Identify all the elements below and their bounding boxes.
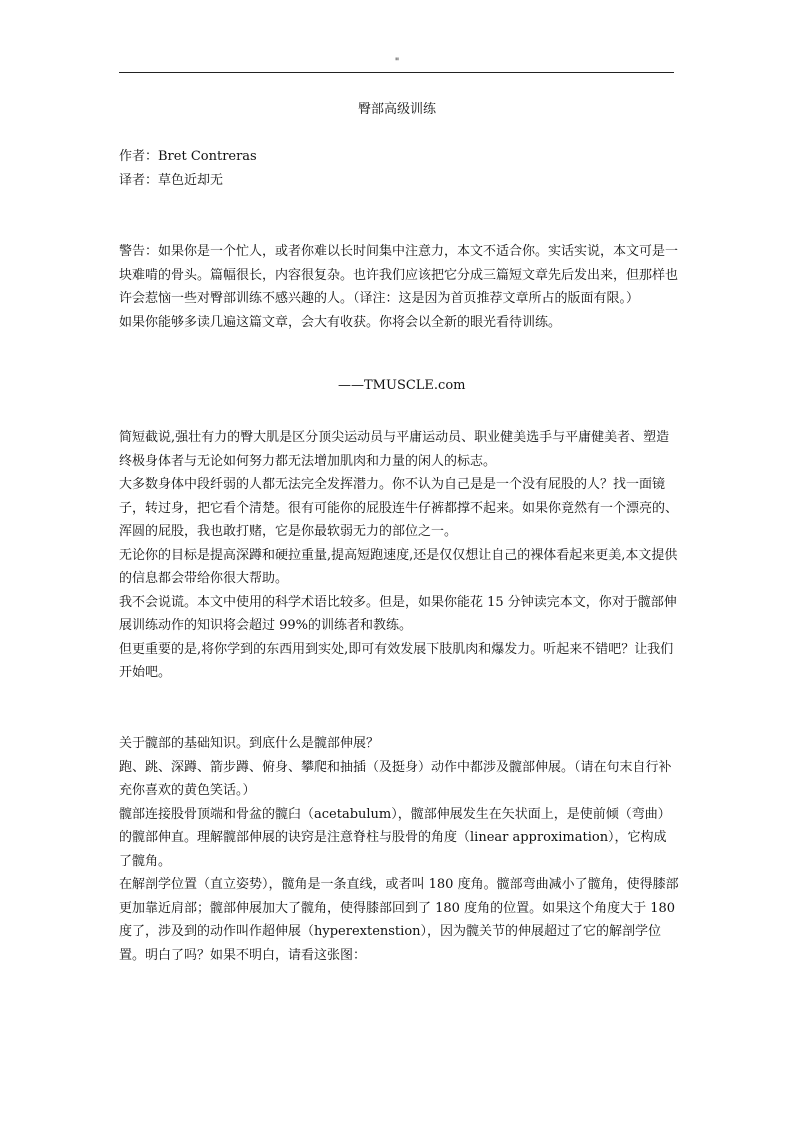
section-paragraph: 髋部连接股骨顶端和骨盆的髋臼（acetabulum），髋部伸展发生在矢状面上，是使前倾（弯曲）的髋部伸直。理解髋部伸展的诀窍是注意脊柱与股骨的角度（linear approximation），它构成了髋角。 bbox=[119, 806, 671, 869]
intro-paragraph: 我不会说谎。本文中使用的科学术语比较多。但是，如果你能花 15 分钟读完本文，你对于髋部伸展训练动作的知识将会超过 99%的训练者和教练。 bbox=[119, 594, 677, 633]
warning-paragraph: 如果你能够多读几遍这篇文章，会大有收获。你将会以全新的眼光看待训练。 bbox=[119, 314, 562, 330]
section-block bbox=[119, 732, 679, 967]
byline bbox=[119, 145, 679, 192]
header-mark: " bbox=[394, 57, 400, 68]
signature: ——TMUSCLE.com bbox=[338, 378, 466, 393]
author-line: 作者：Bret Contreras bbox=[119, 149, 257, 164]
section-paragraph: 跑、跳、深蹲、箭步蹲、俯身、攀爬和抽插（及挺身）动作中都涉及髋部伸展。（请在句末自行补充你喜欢的黄色笑话。） bbox=[119, 759, 672, 798]
warning-paragraph: 警告：如果你是一个忙人，或者你难以长时间集中注意力，本文不适合你。实话实说，本文可是一块难啃的骨头。篇幅很长，内容很复杂。也许我们应该把它分成三篇短文章先后发出来，但那样也许会惹恼一些对臀部训练不感兴趣的人。（译注：这是因为首页推荐文章所占的版面有限。） bbox=[119, 244, 679, 306]
intro-paragraph: 无论你的目标是提高深蹲和硬拉重量,提高短跑速度,还是仅仅想让自己的裸体看起来更美,本文提供的信息都会带给你很大帮助。 bbox=[119, 547, 678, 586]
section-heading: 关于髋部的基础知识。到底什么是髋部伸展？ bbox=[119, 736, 380, 751]
section-paragraph: 在解剖学位置（直立姿势），髋角是一条直线，或者叫 180 度角。髋部弯曲减小了髋角，使得膝部更加靠近肩部；髋部伸展加大了髋角，使得膝部回到了 180 度角的位置。如果这个角度大于 180 度了，涉及到的动作叫作超伸展（hyperextenstion），因为髋关节的伸展超过了它的解剖学位置。明白了吗？如果不明白，请看这张图： bbox=[119, 877, 679, 963]
header-rule bbox=[119, 72, 674, 73]
warning-block bbox=[119, 240, 679, 334]
document-title: 臀部高级训练 bbox=[357, 102, 436, 117]
intro-paragraph: 简短截说,强壮有力的臀大肌是区分顶尖运动员与平庸运动员、职业健美选手与平庸健美者、塑造终极身体者与无论如何努力都无法增加肌肉和力量的闲人的标志。 bbox=[119, 430, 670, 469]
intro-block bbox=[119, 426, 679, 685]
intro-paragraph: 大多数身体中段纤弱的人都无法完全发挥潜力。你不认为自己是是一个没有屁股的人？找一面镜子，转过身，把它看个清楚。很有可能你的屁股连牛仔裤都撑不起来。如果你竟然有一个漂亮的、浑圆的屁股，我也敢打赌，它是你最软弱无力的部位之一。 bbox=[119, 477, 679, 539]
intro-paragraph: 但更重要的是,将你学到的东西用到实处,即可有效发展下肢肌肉和爆发力。听起来不错吧？让我们开始吧。 bbox=[119, 641, 674, 680]
translator-line: 译者：草色近却无 bbox=[119, 172, 224, 188]
